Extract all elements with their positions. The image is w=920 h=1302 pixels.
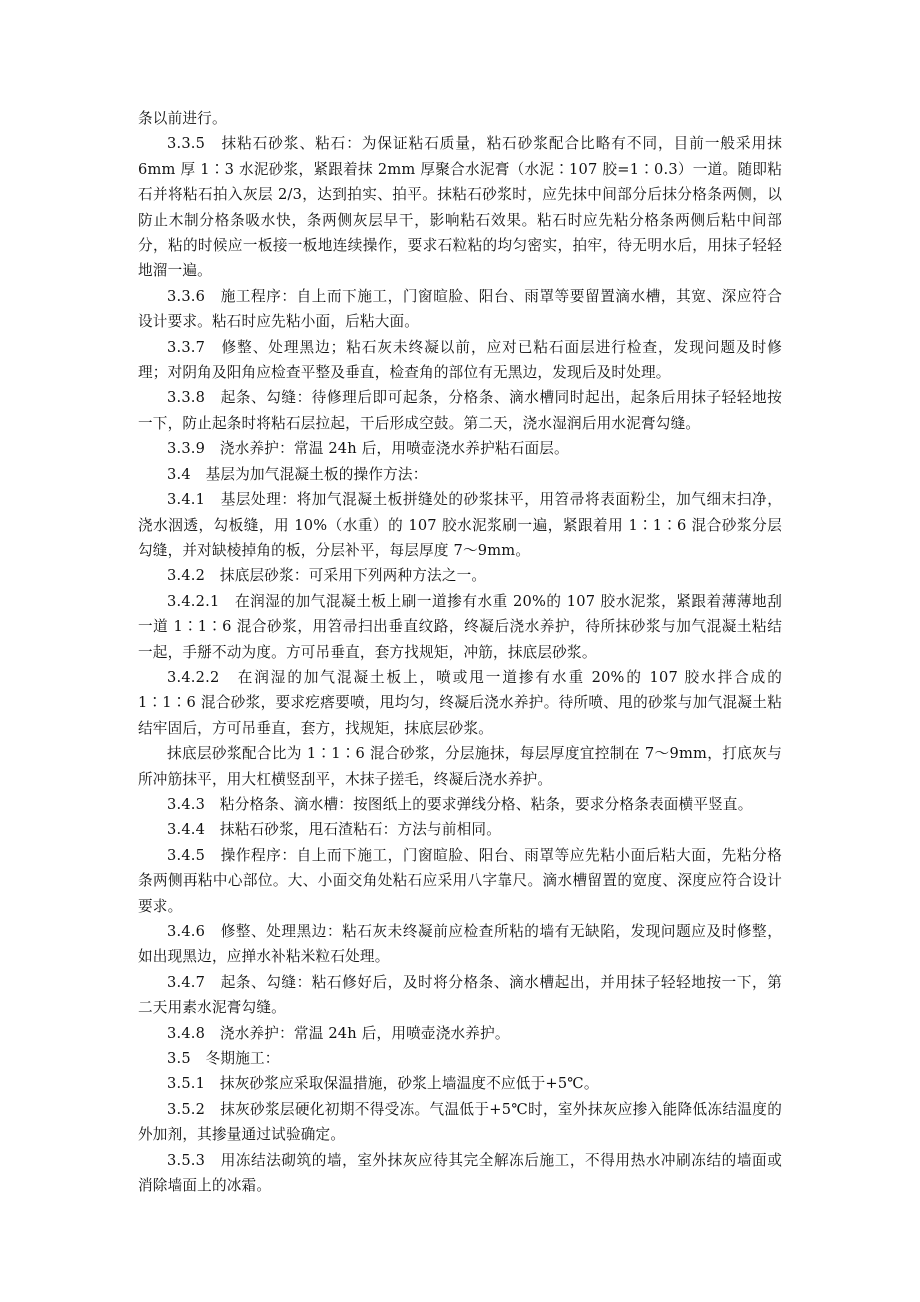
paragraph-3-5-1: 3.5.1 抹灰砂浆应采取保温措施，砂浆上墙温度不应低于+5℃。 (167, 1075, 599, 1093)
section-heading-3-5: 3.5 冬期施工： (167, 1050, 280, 1068)
paragraph-3-4-2-2: 3.4.2.2 在润湿的加气混凝土板上，喷或甩一道掺有水重 20%的 107 胶水拌合成的 1∶1∶6 混合砂浆，要求疙瘩要喷，甩均匀，终凝后浇水养护。待所喷、甩的砂浆与加气混凝土粘结牢固后，方可吊垂直，套方，找规矩，抹底层砂浆。 (138, 668, 782, 737)
paragraph-3-4-2: 3.4.2 抹底层砂浆：可采用下列两种方法之一。 (167, 567, 487, 585)
paragraph-3-5-3: 3.5.3 用冻结法砌筑的墙，室外抹灰应待其完全解冻后施工，不得用热水冲刷冻结的墙面或消除墙面上的冰霜。 (138, 1151, 782, 1195)
paragraph-3-3-5: 3.3.5 抹粘石砂浆、粘石：为保证粘石质量，粘石砂浆配合比略有不同，目前一般采用抹 6mm 厚 1∶3 水泥砂浆，紧跟着抹 2mm 厚聚合水泥膏（水泥∶107 胶=1∶0.3）一道。随即粘石并将粘石拍入灰层 2/3，达到拍实、拍平。抹粘石砂浆时，应先抹中间部分后抹分格条两侧，以防止木制分格条吸水快，条两侧灰层早干，影响粘石效果。粘石时应先粘分格条两侧后粘中间部分，粘的时候应一板接一板地连续操作，要求石粒粘的均匀密实，拍牢，待无明水后，用抹子轻轻地溜一遍。 (138, 135, 782, 280)
section-heading-3-4: 3.4 基层为加气混凝土板的操作方法： (167, 465, 428, 483)
paragraph-mix-ratio: 抹底层砂浆配合比为 1∶1∶6 混合砂浆，分层施抹，每层厚度宜控制在 7～9mm，打底灰与所冲筋抹平，用大杠横竖刮平，木抹子搓毛，终凝后浇水养护。 (138, 745, 782, 788)
paragraph-3-3-9: 3.3.9 浇水养护：常温 24h 后，用喷壶浇水养护粘石面层。 (167, 440, 569, 458)
paragraph-3-3-6: 3.3.6 施工程序：自上而下施工，门窗暄脸、阳台、雨罩等要留置滴水槽，其宽、深应符合设计要求。粘石时应先粘小面，后粘大面。 (138, 287, 782, 331)
paragraph-3-4-8: 3.4.8 浇水养护：常温 24h 后，用喷壶浇水养护。 (167, 1024, 510, 1042)
paragraph-continuation: 条以前进行。 (138, 110, 227, 127)
paragraph-3-5-2: 3.5.2 抹灰砂浆层硬化初期不得受冻。气温低于+5℃时，室外抹灰应掺入能降低冻结温度的外加剂，其掺量通过试验确定。 (138, 1100, 782, 1144)
paragraph-3-4-7: 3.4.7 起条、勾缝：粘石修好后，及时将分格条、滴水槽起出，并用抹子轻轻地按一下，第二天用素水泥膏勾缝。 (138, 973, 782, 1017)
paragraph-3-4-4: 3.4.4 抹粘石砂浆，甩石渣粘石：方法与前相同。 (167, 821, 502, 839)
paragraph-3-4-5: 3.4.5 操作程序：自上而下施工，门窗暄脸、阳台、雨罩等应先粘小面后粘大面，先粘分格条两侧再粘中心部位。大、小面交角处粘石应采用八字靠尺。滴水槽留置的宽度、深度应符合设计要求。 (138, 846, 782, 915)
paragraph-3-3-8: 3.3.8 起条、勾缝：待修理后即可起条，分格条、滴水槽同时起出，起条后用抹子轻轻地按一下，防止起条时将粘石层拉起，干后形成空鼓。第二天，浇水湿润后用水泥膏勾缝。 (138, 389, 782, 432)
paragraph-3-3-7: 3.3.7 修整、处理黑边；粘石灰未终凝以前，应对已粘石面层进行检查，发现问题及时修理；对阴角及阳角应检查平整及垂直，检查角的部位有无黑边，发现后及时处理。 (138, 338, 782, 382)
paragraph-3-4-3: 3.4.3 粘分格条、滴水槽：按图纸上的要求弹线分格、粘条，要求分格条表面横平竖直。 (167, 795, 753, 813)
paragraph-3-4-6: 3.4.6 修整、处理黑边：粘石灰未终凝前应检查所粘的墙有无缺陷，发现问题应及时修整，如出现黑边，应掸水补粘米粒石处理。 (138, 923, 782, 966)
paragraph-3-4-1: 3.4.1 基层处理：将加气混凝土板拼缝处的砂浆抹平，用笤帚将表面粉尘，加气细末扫净，浇水洇透，勾板缝，用 10%（水重）的 107 胶水泥浆刷一遍，紧跟着用 1∶1∶6 混合砂浆分层勾缝，并对缺棱掉角的板，分层补平，每层厚度 7～9mm。 (138, 491, 782, 559)
paragraph-3-4-2-1: 3.4.2.1 在润湿的加气混凝土板上刷一道掺有水重 20%的 107 胶水泥浆，紧跟着薄薄地刮一道 1∶1∶6 混合砂浆，用笤帚扫出垂直纹路，终凝后浇水养护，待所抹砂浆与加气混凝土粘结一起，手掰不动为度。方可吊垂直，套方找规矩，冲筋，抹底层砂浆。 (138, 592, 782, 661)
